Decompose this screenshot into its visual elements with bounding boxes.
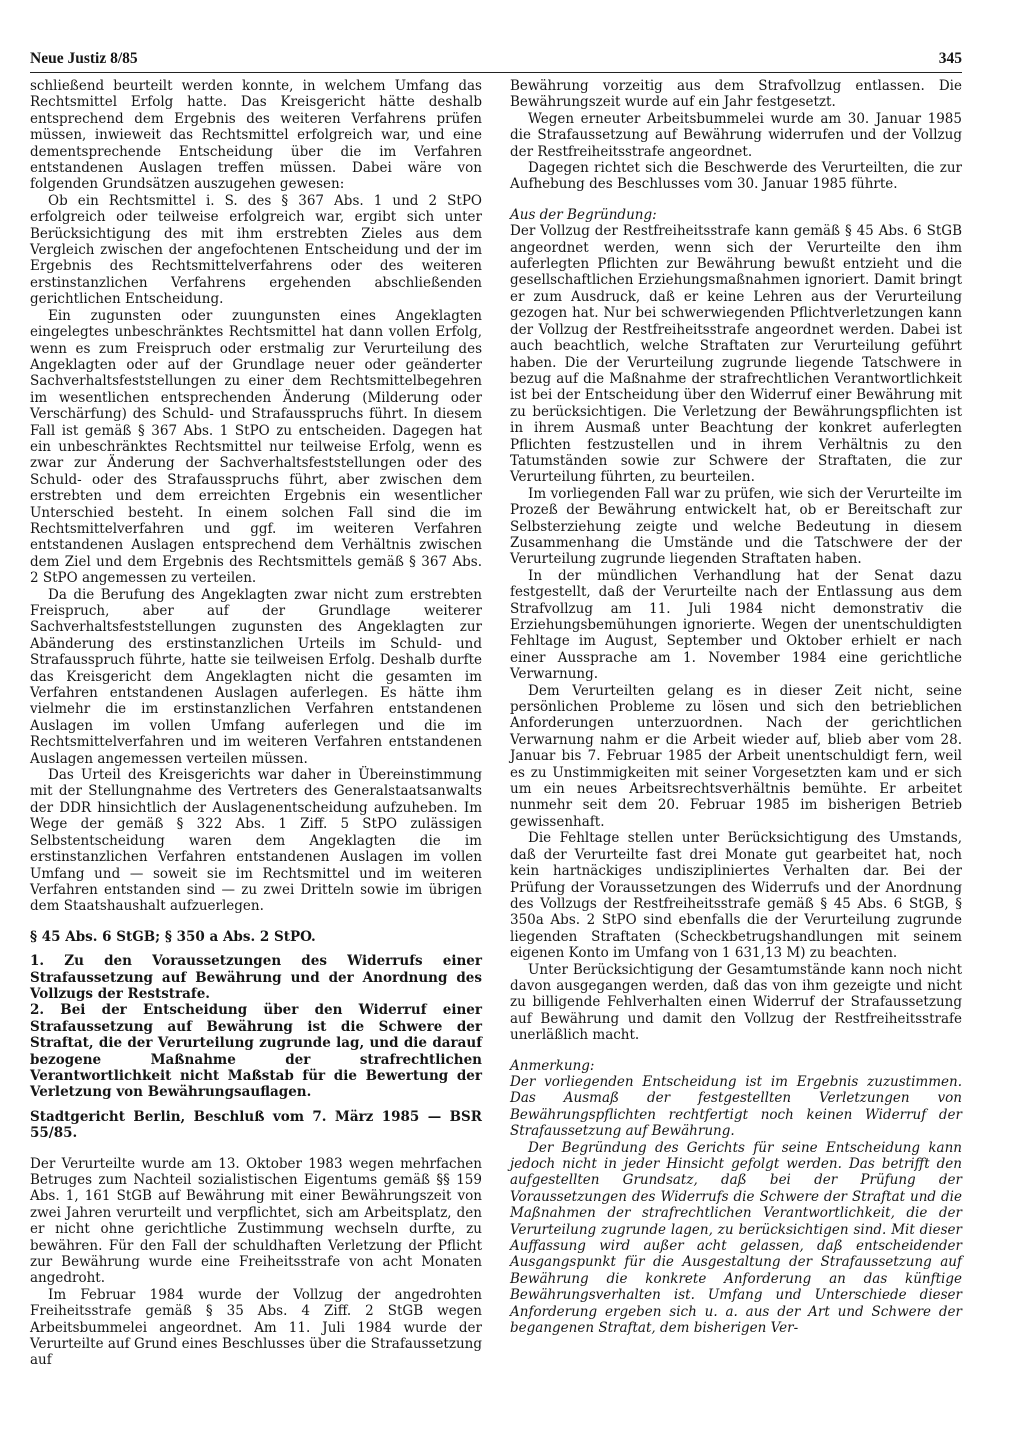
section-heading: § 45 Abs. 6 StGB; § 350 a Abs. 2 StPO. bbox=[30, 928, 316, 945]
paragraph: Der vorliegenden Entscheidung ist im Ergebnis zuzustimmen. Das Ausmaß der festgestellten Verletzungen von Bewährungspflichten rechtfertigt noch keinen Widerruf der Strafaussetzung auf Bewährung. bbox=[510, 1073, 962, 1140]
left-column bbox=[30, 78, 482, 1369]
paragraph: Der Verurteilte wurde am 13. Oktober 1983 wegen mehrfachen Betruges zum Nachteil sozialistischen Eigentums gemäß §§ 159 Abs. 1, 161 StGB auf Bewährung mit einer Bewährungszeit von zwei Jahren verurteilt und verpflichtet, sich am Arbeitsplatz, den er nicht ohne gerichtliche Zustimmung wechseln durfte, zu bewähren. Für den Fall der schuldhaften Verletzung der Pflicht zur Bewährung wurde eine Freiheitsstrafe von acht Monaten angedroht. bbox=[30, 1155, 482, 1287]
paragraph: Wegen erneuter Arbeitsbummelei wurde am 30. Januar 1985 die Strafaussetzung auf Bewährung widerrufen und der Vollzug der Restfreiheitsstrafe angeordnet. bbox=[510, 110, 962, 160]
paragraph: schließend beurteilt werden konnte, in welchem Umfang das Rechtsmittel Erfolg hatte. Das Kreisgericht hätte deshalb entsprechend dem Ergebnis des weiteren Verfahrens prüfen müssen, inwieweit das Rechtsmittel erfolgreich war, und eine dementsprechende Entscheidung über die im Verfahren entstandenen Auslagen treffen müssen. Dabei wäre von folgenden Grundsätzen auszugehen gewesen: bbox=[30, 78, 482, 193]
annotation-section bbox=[510, 1058, 962, 1337]
paragraph: Der Vollzug der Restfreiheitsstrafe kann gemäß § 45 Abs. 6 StGB angeordnet werden, wenn sich der Verurteilte den ihm auferlegten Pflichten zur Bewährung bewußt entzieht und die gesellschaftlichen Erziehungsmaßnahmen ignoriert. Damit bringt er zum Ausdruck, daß er keine Lehren aus der Verurteilung gezogen hat. Nur bei schwerwiegenden Pflichtverletzungen kann der Vollzug der Restfreiheitsstrafe angeordnet werden. Dabei ist auch beachtlich, welche Straftaten zur Verurteilung geführt haben. Die der Verurteilung zugrunde liegende Tatschwere in bezug auf die Maßnahme der strafrechtlichen Verantwortlichkeit ist bei der Entscheidung über den Widerruf einer Bewährung mit zu berücksichtigen. Die Verletzung der Bewährungspflichten ist in ihrem Ausmaß unter Beachtung der konkret auferlegten Pflichten festzustellen und in ihrem Verhältnis zu den Tatumständen sowie zur Schwere der Straftaten, die zur Verurteilung führten, zu beurteilen. bbox=[510, 223, 962, 486]
paragraph: Im vorliegenden Fall war zu prüfen, wie sich der Verurteilte im Prozeß der Bewährung entwickelt hat, ob er Bereitschaft zur Selbsterziehung zeigte und welche Bedeutung in diesem Zusammenhang die Umstände und die Tatschwere der der Verurteilung zugrunde liegenden Straftaten haben. bbox=[510, 485, 962, 568]
leitsatz: 1. Zu den Voraussetzungen des Widerrufs einer Strafaussetzung auf Bewährung und der Anordnung des Vollzugs der Reststrafe. bbox=[30, 953, 482, 1002]
paragraph: Bewährung vorzeitig aus dem Strafvollzug entlassen. Die Bewährungszeit wurde auf ein Jahr festgesetzt. bbox=[510, 78, 962, 111]
paragraph: Dagegen richtet sich die Beschwerde des Verurteilten, die zur Aufhebung des Beschlusses vom 30. Januar 1985 führte. bbox=[510, 160, 962, 193]
right-column bbox=[510, 78, 962, 1336]
note-heading: Anmerkung: bbox=[510, 1057, 595, 1074]
leitsatz: 2. Bei der Entscheidung über den Widerruf einer Strafaussetzung auf Bewährung ist die Schwere der Straftat, die der Verurteilung zugrunde lag, und die darauf bezogene Maßnahme der strafrechtlichen Verantwortlichkeit nicht Maßstab für die Bewertung der Verletzung von Bewährungsauflagen. bbox=[30, 1002, 482, 1101]
paragraph: Dem Verurteilten gelang es in dieser Zeit nicht, seine persönlichen Probleme zu lösen und sich den betrieblichen Anforderungen unterzuordnen. Nach der gerichtlichen Verwarnung nahm er die Arbeit wieder auf, blieb aber vom 28. Januar bis 7. Februar 1985 der Arbeit unentschuldigt fern, weil es zu Unstimmigkeiten mit seiner Vorgesetzten kam und er sich um ein neues Arbeitsrechtsverhältnis bemühte. Er arbeitet nunmehr seit dem 20. Februar 1985 im bisherigen Betrieb gewissenhaft. bbox=[510, 682, 962, 830]
paragraph: Das Urteil des Kreisgerichts war daher in Übereinstimmung mit der Stellungnahme des Vertreters des Generalstaatsanwalts der DDR hinsichtlich der Auslagenentscheidung aufzuheben. Im Wege der gemäß § 322 Abs. 1 Ziff. 5 StPO zulässigen Selbstentscheidung waren dem Angeklagten die im erstinstanzlichen Verfahren entstandenen Auslagen im vollen Umfang und — soweit sie im Rechtsmittel und im weiteren Verfahren entstanden sind — zu zwei Dritteln sowie im übrigen dem Staatshaushalt aufzuerlegen. bbox=[30, 767, 482, 915]
paragraph: Ein zugunsten oder zuungunsten eines Angeklagten eingelegtes unbeschränktes Rechtsmittel hat dann vollen Erfolg, wenn es zum Freispruch oder erstmalig zur Verurteilung des Angeklagten oder auf der Grundlage neuer oder geänderter Sachverhaltsfeststellungen zu einer dem Rechtsmittelbegehren im wesentlichen entsprechenden Änderung (Milderung oder Verschärfung) des Schuld- und Strafausspruchs führt. In diesem Fall ist gemäß § 367 Abs. 1 StPO zu entscheiden. Dagegen hat ein unbeschränktes Rechtsmittel nur teilweise Erfolg, wenn es zwar zur Änderung der Sachverhaltsfeststellungen oder des Schuld- oder des Strafausspruchs führt, aber zwischen dem erstrebten und dem erreichten Ergebnis ein wesentlicher Unterschied besteht. In einem solchen Fall sind die im Rechtsmittelverfahren und ggf. im weiteren Verfahren entstandenen Auslagen entsprechend dem Verhältnis zwischen dem Ziel und dem Ergebnis des Rechtsmittels gemäß § 367 Abs. 2 StPO angemessen zu verteilen. bbox=[30, 307, 482, 587]
page-number: 345 bbox=[938, 50, 962, 67]
paragraph: Unter Berücksichtigung der Gesamtumstände kann noch nicht davon ausgegangen werden, daß das von ihm gezeigte und nicht zu billigende Fehlverhalten einen Widerruf der Strafaussetzung auf Bewährung und damit den Vollzug der Restfreiheitsstrafe unerläßlich macht. bbox=[510, 961, 962, 1044]
court-line: Stadtgericht Berlin, Beschluß vom 7. März 1985 — BSR 55/85. bbox=[30, 1108, 482, 1142]
journal-title: Neue Justiz 8/85 bbox=[30, 50, 138, 67]
paragraph: Der Begründung des Gerichts für seine Entscheidung kann jedoch nicht in jeder Hinsicht gefolgt werden. Das betrifft den aufgestellten Grundsatz, daß bei der Prüfung der Voraussetzungen des Widerrufs die Schwere der Straftat und die Maßnahmen der strafrechtlichen Verantwortlichkeit, die der Verurteilung zugrunde lagen, zu berücksichtigen sind. Mit dieser Auffassung wird außer acht gelassen, daß entscheidender Ausgangspunkt für die Ausgestaltung der Strafaussetzung auf Bewährung die konkrete Anforderung an das künftige Bewährungsverhalten ist. Umfang und Unterschiede dieser Anforderung ergeben sich u. a. aus der Art und Schwere der begangenen Straftat, dem bisherigen Ver- bbox=[510, 1139, 962, 1337]
paragraph: Ob ein Rechtsmittel i. S. des § 367 Abs. 1 und 2 StPO erfolgreich oder teilweise erfolgreich war, ergibt sich unter Berücksichtigung des mit ihm erstrebten Zieles aus dem Vergleich zwischen der angefochtenen Entscheidung und der im Ergebnis des Rechtsmittelverfahrens oder des weiteren erstinstanzlichen Verfahrens ergehenden abschließenden gerichtlichen Entscheidung. bbox=[30, 192, 482, 308]
paragraph: In der mündlichen Verhandlung hat der Senat dazu festgestellt, daß der Verurteilte nach der Entlassung aus dem Strafvollzug am 11. Juli 1984 nicht demonstrativ die Erziehungsbemühungen ignorierte. Wegen der unentschuldigten Fehltage im August, September und Oktober erhielt er nach einer Aussprache am 1. November 1984 eine gerichtliche Verwarnung. bbox=[510, 567, 962, 683]
paragraph: Da die Berufung des Angeklagten zwar nicht zum erstrebten Freispruch, aber auf der Grundlage weiterer Sachverhaltsfeststellungen zugunsten des Angeklagten zur Abänderung des erstinstanzlichen Urteils im Schuld- und Strafausspruch führte, hatte sie teilweisen Erfolg. Deshalb durfte das Kreisgericht dem Angeklagten nicht die gesamten im Verfahren entstandenen Auslagen auferlegen. Es hätte ihm vielmehr die im erstinstanzlichen Verfahren entstandenen Auslagen im vollen Umfang auferlegen und die im Rechtsmittelverfahren und im weiteren Verfahren entstandenen Auslagen angemessen verteilen müssen. bbox=[30, 586, 482, 767]
paragraph: Im Februar 1984 wurde der Vollzug der angedrohten Freiheitsstrafe gemäß § 35 Abs. 4 Ziff. 2 StGB wegen Arbeitsbummelei angeordnet. Am 11. Juli 1984 wurde der Verurteilte auf Grund eines Beschlusses über die Strafaussetzung auf bbox=[30, 1286, 482, 1369]
page-header bbox=[30, 50, 962, 72]
reasons-heading: Aus der Begründung: bbox=[510, 206, 657, 223]
paragraph: Die Fehltage stellen unter Berücksichtigung des Umstands, daß der Verurteilte fast drei Monate gut gearbeitet hat, noch kein hartnäckiges undiszipliniertes Verhalten dar. Bei der Prüfung der Voraussetzungen des Widerrufs und der Anordnung des Vollzugs der Restfreiheitsstrafe gemäß § 45 Abs. 6 StGB, § 350a Abs. 2 StPO sind ebenfalls die der Verurteilung zugrunde liegenden Straftaten (Scheckbetrugshandlungen mit seinem eigenen Konto im Umfang von 1 631,13 M) zu beachten. bbox=[510, 830, 962, 962]
header-rule bbox=[30, 72, 962, 73]
